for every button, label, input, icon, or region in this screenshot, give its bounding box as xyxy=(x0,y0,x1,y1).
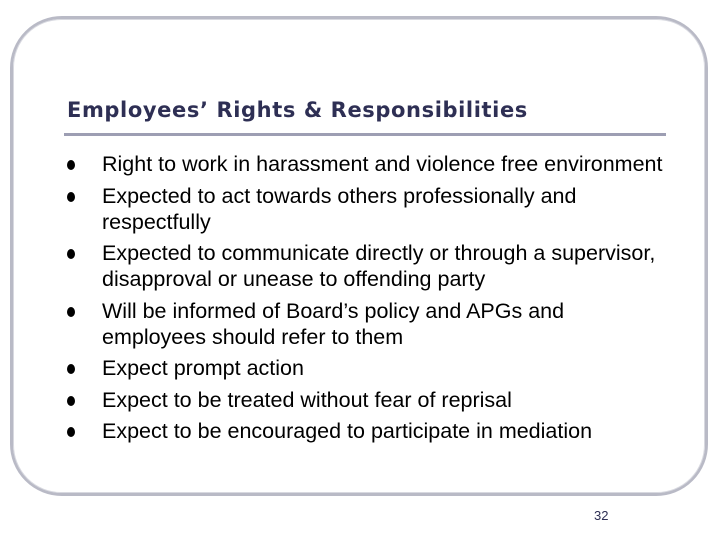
page-number: 32 xyxy=(594,508,609,523)
bullet-item xyxy=(66,418,666,444)
bullet-dot-icon xyxy=(67,307,75,317)
bullet-text: Expected to act towards others professionally and respectfully xyxy=(102,183,577,234)
bullet-item xyxy=(66,298,666,350)
bullet-list xyxy=(66,151,666,450)
bullet-item xyxy=(66,240,666,292)
title-underline xyxy=(64,133,666,136)
bullet-dot-icon xyxy=(67,192,75,202)
bullet-text: Expected to communicate directly or through a supervisor, disapproval or unease to offending party xyxy=(102,241,656,291)
bullet-dot-icon xyxy=(67,249,75,259)
bullet-item xyxy=(66,387,666,413)
bullet-dot-icon xyxy=(67,364,75,374)
bullet-text: Expect to be encouraged to participate in mediation xyxy=(102,419,593,443)
bullet-item xyxy=(66,183,666,235)
bullet-dot-icon xyxy=(67,160,75,170)
slide-title: Employees’ Rights & Responsibilities xyxy=(67,98,528,122)
bullet-item xyxy=(66,355,666,381)
bullet-dot-icon xyxy=(67,427,75,437)
bullet-dot-icon xyxy=(67,396,75,406)
bullet-item xyxy=(66,151,666,177)
bullet-text: Expect prompt action xyxy=(102,356,304,380)
bullet-text: Right to work in harassment and violence free environment xyxy=(102,152,663,176)
bullet-text: Will be informed of Board’s policy and APGs and employees should refer to them xyxy=(102,298,565,349)
bullet-text: Expect to be treated without fear of reprisal xyxy=(102,387,512,412)
